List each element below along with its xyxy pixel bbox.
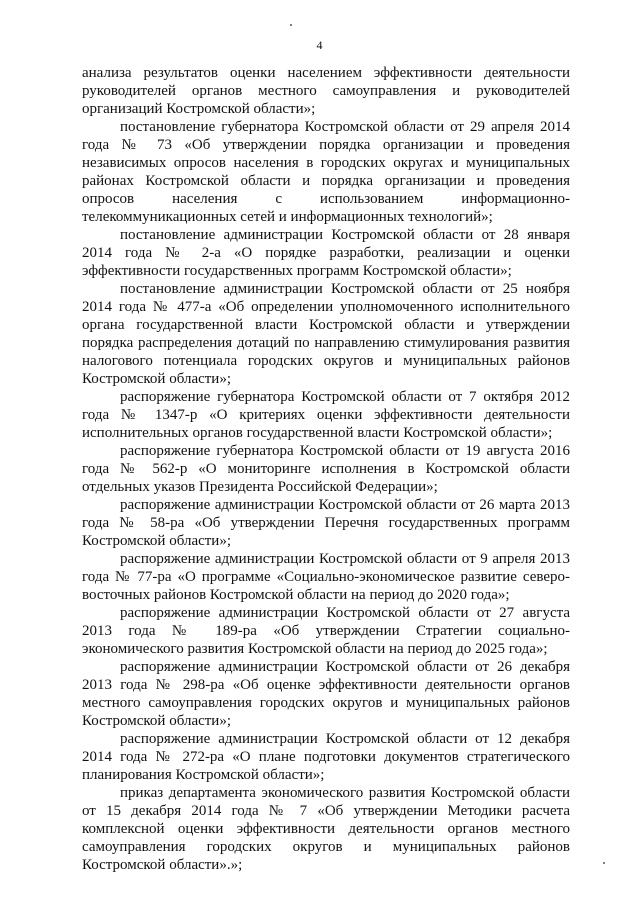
paragraph-order-department-7: приказ департамента экономического развития Костромской области от 15 декабря 2014 года № 7 «Об утверждении Методики расчета комплексной оценки эффективности деятельности органов местного самоуправления городских округов и муниципальных районов Костромской области».»;: [82, 785, 570, 873]
page-number: 4: [316, 38, 323, 52]
paragraph-resolution-governor-73: постановление губернатора Костромской области от 29 апреля 2014 года № 73 «Об утверждении порядка организации и проведения независимых опросов населения в городских округах и муниципальных районах Костромской области и порядка организации и проведения опросов населения с использованием информационно-телекоммуникационных сетей и информационных технологий»;: [82, 119, 570, 225]
paragraph-continuation: анализа результатов оценки населением эффективности деятельности руководителей органов местного самоуправления и руководителей организаций Костромской области»;: [82, 65, 570, 117]
paragraph-resolution-admin-477a: постановление администрации Костромской области от 25 ноября 2014 года № 477-а «Об определении уполномоченного исполнительного органа государственной власти Костромской области и утверждении порядка распределения дотаций по направлению стимулирования развития налогового потенциала городских округов и муниципальных районов Костромской области»;: [82, 281, 570, 387]
paragraph-order-admin-77ra: распоряжение администрации Костромской области от 9 апреля 2013 года № 77-ра «О программе «Социально-экономическое развитие северо-восточных районов Костромской области на период до 2020 года»;: [82, 551, 570, 603]
document-body: [82, 64, 570, 874]
paragraph-order-admin-272ra: распоряжение администрации Костромской области от 12 декабря 2014 года № 272-ра «О плане подготовки документов стратегического планирования Костромской области»;: [82, 731, 570, 783]
paragraph-order-governor-1347r: распоряжение губернатора Костромской области от 7 октября 2012 года № 1347-р «О критериях оценки эффективности деятельности исполнительных органов государственной власти Костромской области»;: [82, 389, 570, 441]
paragraph-order-admin-58ra: распоряжение администрации Костромской области от 26 марта 2013 года № 58-ра «Об утверждении Перечня государственных программ Костромской области»;: [82, 497, 570, 549]
scan-speck: [290, 24, 292, 26]
scan-speck: [603, 862, 605, 864]
paragraph-order-admin-298ra: распоряжение администрации Костромской области от 26 декабря 2013 года № 298-ра «Об оценке эффективности деятельности органов местного самоуправления городских округов и муниципальных районов Костромской области»;: [82, 659, 570, 729]
paragraph-order-admin-189ra: распоряжение администрации Костромской области от 27 августа 2013 года № 189-ра «Об утверждении Стратегии социально-экономического развития Костромской области на период до 2025 года»;: [82, 605, 570, 657]
paragraph-order-governor-562r: распоряжение губернатора Костромской области от 19 августа 2016 года № 562-р «О мониторинге исполнения в Костромской области отдельных указов Президента Российской Федерации»;: [82, 443, 570, 495]
paragraph-resolution-admin-2a: постановление администрации Костромской области от 28 января 2014 года № 2-а «О порядке разработки, реализации и оценки эффективности государственных программ Костромской области»;: [82, 227, 570, 279]
